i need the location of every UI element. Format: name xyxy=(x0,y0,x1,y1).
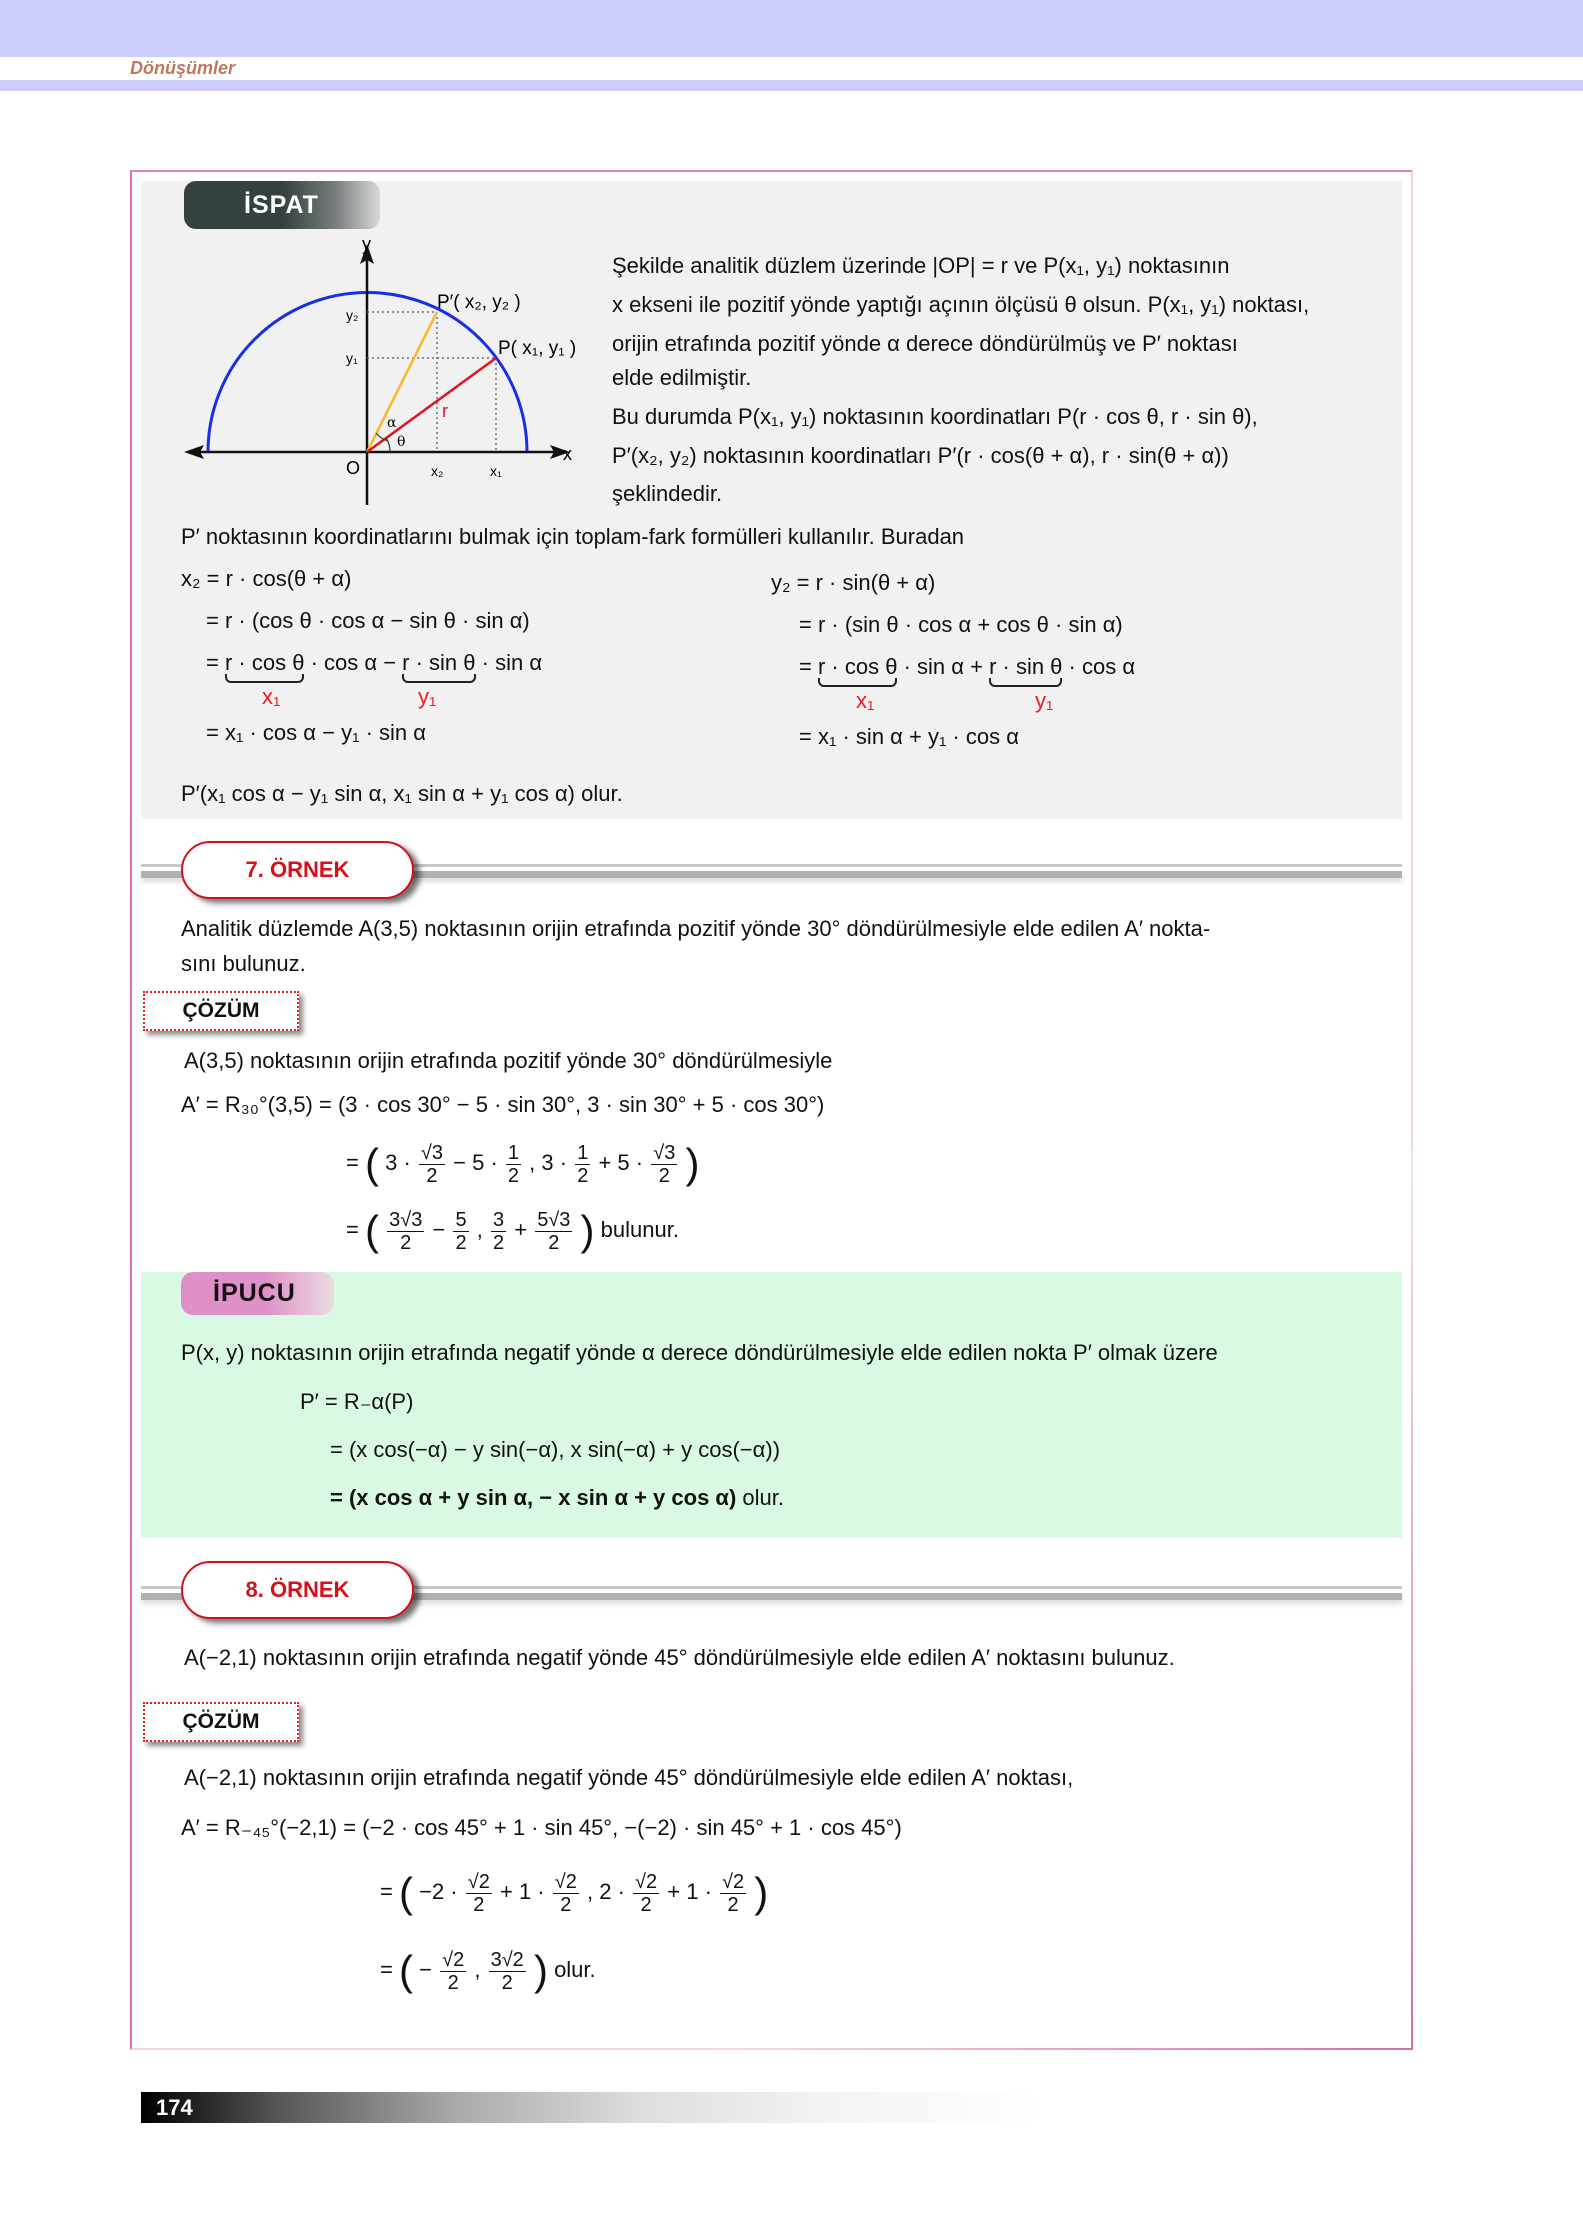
equals: = xyxy=(346,1150,359,1175)
equation-part: olur. xyxy=(742,1485,784,1510)
svg-text:α: α xyxy=(387,415,397,431)
solution-7-line1: A(3,5) noktasının orijin etrafında pozitif yönde 30° döndürülmesiyle xyxy=(184,1048,833,1073)
underbrace-term: r · cos θ xyxy=(224,650,305,675)
fraction: $\frac{√2}{2}$ xyxy=(554,1870,577,1916)
page-number-bar xyxy=(141,2092,1041,2123)
hint-statement: P(x, y) noktasının orijin etrafında negatif yönde α derece döndürülmesiyle elde edilen nokta P′ olmak üzere xyxy=(181,1340,1218,1365)
equals: = xyxy=(206,650,219,675)
fraction: $\frac{√3}{2}$ xyxy=(653,1141,676,1187)
proof-line: x ekseni ile pozitif yönde yaptığı açının ölçüsü θ olsun. P(x₁, y₁) noktası, xyxy=(612,292,1310,317)
proof-line: Şekilde analitik düzlem üzerinde |OP| = r ve P(x₁, y₁) noktasının xyxy=(612,253,1230,278)
equation-part: + 1 · xyxy=(667,1879,712,1904)
equation-part: , 3 · xyxy=(529,1150,568,1175)
proof-line: Bu durumda P(x₁, y₁) noktasının koordinatları P(r · cos θ, r · sin θ), xyxy=(612,404,1258,429)
equation-line-braced xyxy=(799,653,1135,681)
brace-label: x₁ xyxy=(856,688,875,713)
svg-text:x₁: x₁ xyxy=(490,463,502,479)
chapter-title: Dönüşümler xyxy=(130,58,236,78)
equation-part: olur. xyxy=(554,1957,596,1982)
svg-text:r: r xyxy=(442,401,448,421)
fraction: $\frac{3}{2}$ xyxy=(492,1208,505,1254)
equals: = xyxy=(380,1957,393,1982)
equation-part: + 5 · xyxy=(598,1150,644,1175)
solution-8-line4: = ( − $\frac{√2}{2}$ , $\frac{3√2}{2}$ ) olur. xyxy=(380,1947,596,1995)
solution-7-line3: = ( 3 · $\frac{√3}{2}$ − 5 · $\frac{1}{2}$ , 3 · $\frac{1}{2}$ + 5 · $\frac{√3}{2}$ ) xyxy=(346,1140,700,1188)
frame-accent-right xyxy=(1411,1150,1413,2050)
fraction: $\frac{√2}{2}$ xyxy=(635,1870,658,1916)
equation-part: bulunur. xyxy=(600,1217,679,1242)
fraction: $\frac{3√2}{2}$ xyxy=(490,1948,524,1994)
equation-line: x₂ = r · cos(θ + α) xyxy=(181,566,352,591)
equation-line-braced xyxy=(206,649,542,677)
hint-line3 xyxy=(330,1484,784,1512)
svg-text:y₂: y₂ xyxy=(346,307,359,323)
proof-line: P′(x₂, y₂) noktasının koordinatları P′(r · cos(θ + α), r · sin(θ + α)) xyxy=(612,443,1229,468)
equals: = xyxy=(380,1879,393,1904)
rotation-diagram xyxy=(170,230,610,510)
example-8-question: A(−2,1) noktasının orijin etrafında negatif yönde 45° döndürülmesiyle elde edilen A′ noktasını bulunuz. xyxy=(184,1645,1175,1670)
equation-line: = x₁ · cos α − y₁ · sin α xyxy=(206,720,426,745)
fraction: $\frac{√2}{2}$ xyxy=(442,1948,465,1994)
equals: = xyxy=(346,1217,359,1242)
proof-conclusion: P′(x₁ cos α − y₁ sin α, x₁ sin α + y₁ cos α) olur. xyxy=(181,781,623,806)
equation-part: 3 · xyxy=(385,1150,411,1175)
fraction: $\frac{1}{2}$ xyxy=(507,1141,520,1187)
equation-part: + xyxy=(514,1217,528,1242)
equation-line: y₂ = r · sin(θ + α) xyxy=(771,570,936,595)
example-7-question: Analitik düzlemde A(3,5) noktasının orijin etrafında pozitif yönde 30° döndürülmesiyle elde edilen A′ nokta- xyxy=(181,916,1211,941)
solution-8-line2: A′ = R₋₄₅°(−2,1) = (−2 · cos 45° + 1 · sin 45°, −(−2) · sin 45° + 1 · cos 45°) xyxy=(181,1815,902,1840)
brace-label: y₁ xyxy=(418,684,437,709)
solution-8-line3: = ( −2 · $\frac{√2}{2}$ + 1 · $\frac{√2}{2}$ , 2 · $\frac{√2}{2}$ + 1 · $\frac{√2}{2}$ ) xyxy=(380,1869,769,1917)
equation-part: · cos α xyxy=(1068,654,1136,679)
solution-7-line4: = ( $\frac{3√3}{2}$ − $\frac{5}{2}$ , $\frac{3}{2}$ + $\frac{5√3}{2}$ ) bulunur. xyxy=(346,1207,679,1255)
example-7-question-cont: sını bulunuz. xyxy=(181,951,306,976)
svg-text:x: x xyxy=(563,444,572,464)
brace-label: y₁ xyxy=(1035,688,1054,713)
underbrace-term: r · sin θ xyxy=(402,650,476,675)
axis-y-label: y xyxy=(362,234,371,254)
svg-text:P′( x₂, y₂ ): P′( x₂, y₂ ) xyxy=(437,292,521,313)
equation-part: − xyxy=(419,1957,432,1982)
equation-part: − xyxy=(432,1217,446,1242)
proof-label: İSPAT xyxy=(184,181,380,229)
equation-part: , 2 · xyxy=(587,1879,625,1904)
page-number: 174 xyxy=(156,2095,193,2120)
equation-line: = r · (cos θ · cos α − sin θ · sin α) xyxy=(206,608,530,633)
svg-text:O: O xyxy=(346,458,361,478)
equation-part: · cos α − xyxy=(310,650,397,675)
equation-part: + 1 · xyxy=(500,1879,545,1904)
equation-part: , xyxy=(476,1217,483,1242)
svg-text:θ: θ xyxy=(397,434,406,450)
equals: = xyxy=(799,654,812,679)
hint-line2: = (x cos(−α) − y sin(−α), x sin(−α) + y cos(−α)) xyxy=(330,1437,781,1462)
svg-text:P( x₁, y₁ ): P( x₁, y₁ ) xyxy=(498,338,577,359)
underbrace-term: r · sin θ xyxy=(989,654,1063,679)
fraction: $\frac{√2}{2}$ xyxy=(722,1870,745,1916)
equation-part: − 5 · xyxy=(453,1150,498,1175)
equation-part: · sin α xyxy=(481,650,543,675)
equation-line: = x₁ · sin α + y₁ · cos α xyxy=(799,724,1019,749)
fraction: $\frac{3√3}{2}$ xyxy=(389,1208,423,1254)
proof-intro: P′ noktasının koordinatlarını bulmak için toplam-fark formülleri kullanılır. Buradan xyxy=(181,524,965,549)
solution-8-line1: A(−2,1) noktasının orijin etrafında negatif yönde 45° döndürülmesiyle elde edilen A′ noktası, xyxy=(184,1765,1074,1790)
frame-accent-bottom xyxy=(713,2048,1413,2050)
hint-line1: P′ = R₋α(P) xyxy=(300,1389,414,1414)
fraction: $\frac{√2}{2}$ xyxy=(467,1870,490,1916)
svg-text:y₁: y₁ xyxy=(346,350,358,366)
equation-part: · sin α + xyxy=(903,654,983,679)
fraction: $\frac{5√3}{2}$ xyxy=(537,1208,571,1254)
underbrace-term: r · cos θ xyxy=(817,654,898,679)
example-8-label: 8. ÖRNEK xyxy=(181,1561,414,1619)
proof-line: şeklindedir. xyxy=(612,481,723,506)
header-band xyxy=(0,0,1583,57)
fraction: $\frac{√3}{2}$ xyxy=(420,1141,444,1187)
solution-8-label: ÇÖZÜM xyxy=(143,1702,299,1742)
hint-result: = (x cos α + y sin α, − x sin α + y cos α) xyxy=(330,1485,737,1510)
equation-part: −2 · xyxy=(419,1879,458,1904)
equation-part: , xyxy=(474,1957,481,1982)
solution-7-line2: A′ = R₃₀°(3,5) = (3 · cos 30° − 5 · sin 30°, 3 · sin 30° + 5 · cos 30°) xyxy=(181,1092,825,1117)
fraction: $\frac{5}{2}$ xyxy=(455,1208,467,1254)
proof-line: elde edilmiştir. xyxy=(612,365,752,390)
example-7-label: 7. ÖRNEK xyxy=(181,841,414,899)
fraction: $\frac{1}{2}$ xyxy=(577,1141,589,1187)
proof-line: orijin etrafında pozitif yönde α derece döndürülmüş ve P′ noktası xyxy=(612,331,1238,356)
header-rule xyxy=(0,80,1583,91)
equation-line: = r · (sin θ · cos α + cos θ · sin α) xyxy=(799,612,1123,637)
solution-7-label: ÇÖZÜM xyxy=(143,991,299,1031)
hint-label: İPUCU xyxy=(181,1272,334,1315)
brace-label: x₁ xyxy=(262,684,281,709)
svg-text:x₂: x₂ xyxy=(431,463,444,479)
